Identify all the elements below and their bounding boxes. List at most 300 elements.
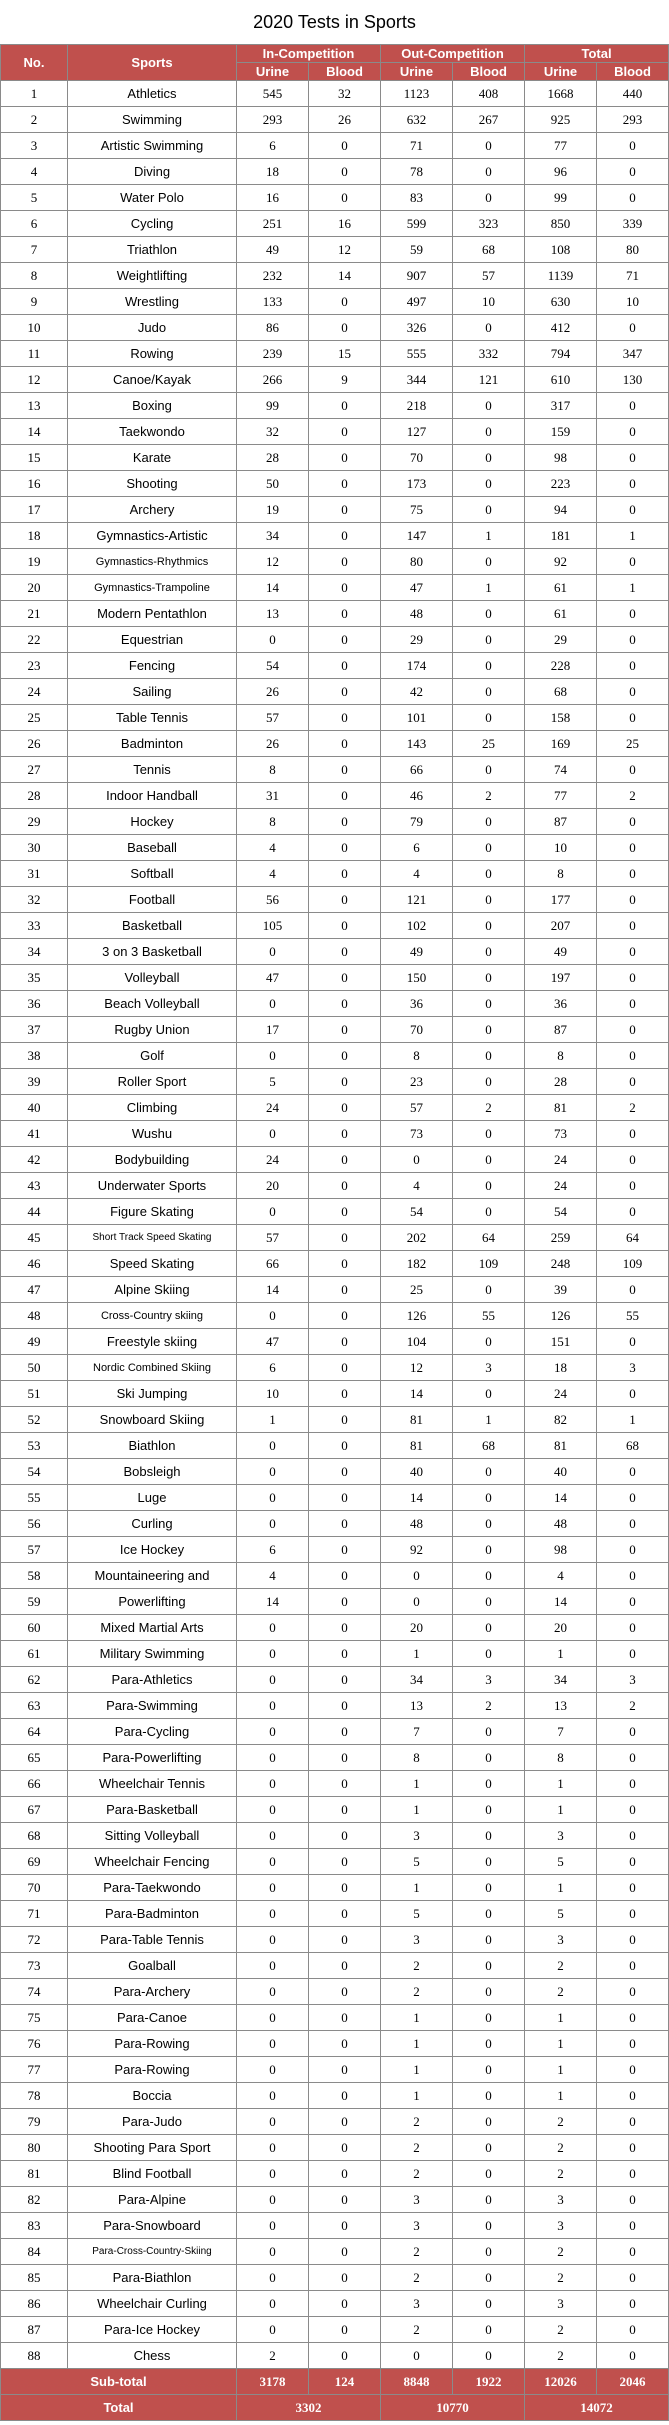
cell-sport: Para-Taekwondo [68,1875,237,1901]
cell-total-blood: 10 [597,289,669,315]
cell-in-blood: 0 [309,601,381,627]
cell-in-blood: 0 [309,1277,381,1303]
cell-in-blood: 0 [309,2265,381,2291]
cell-in-blood: 26 [309,107,381,133]
cell-out-urine: 3 [381,2213,453,2239]
cell-in-blood: 12 [309,237,381,263]
cell-in-urine: 57 [237,705,309,731]
cell-in-urine: 0 [237,939,309,965]
cell-out-urine: 2 [381,2109,453,2135]
table-row [1,731,669,757]
cell-total-blood: 0 [597,1043,669,1069]
table-row [1,1901,669,1927]
cell-in-blood: 0 [309,1823,381,1849]
cell-total-urine: 54 [525,1199,597,1225]
cell-total-blood: 0 [597,2161,669,2187]
cell-sport: Para-Rowing [68,2031,237,2057]
cell-in-urine: 0 [237,2109,309,2135]
table-row [1,965,669,991]
cell-sport: Taekwondo [68,419,237,445]
cell-out-urine: 0 [381,1147,453,1173]
cell-out-blood: 0 [453,653,525,679]
cell-total-blood: 68 [597,1433,669,1459]
table-row [1,1459,669,1485]
table-row [1,1121,669,1147]
cell-total-urine: 24 [525,1147,597,1173]
cell-total-urine: 8 [525,861,597,887]
cell-out-urine: 80 [381,549,453,575]
cell-in-blood: 0 [309,2031,381,2057]
table-row [1,1485,669,1511]
cell-in-urine: 17 [237,1017,309,1043]
cell-total-urine: 126 [525,1303,597,1329]
cell-out-urine: 4 [381,1173,453,1199]
cell-out-blood: 0 [453,1485,525,1511]
cell-out-urine: 2 [381,2265,453,2291]
cell-in-urine: 0 [237,2187,309,2213]
table-row [1,1069,669,1095]
cell-total-blood: 0 [597,1511,669,1537]
cell-out-blood: 109 [453,1251,525,1277]
table-row [1,263,669,289]
table-row [1,653,669,679]
cell-total-urine: 108 [525,237,597,263]
cell-total-urine: 228 [525,653,597,679]
cell-out-blood: 0 [453,861,525,887]
cell-total-urine: 2 [525,2109,597,2135]
table-row [1,237,669,263]
header-in-urine: Urine [237,63,309,81]
cell-in-blood: 0 [309,1641,381,1667]
cell-no: 61 [1,1641,68,1667]
cell-out-urine: 12 [381,1355,453,1381]
total-overall: 14072 [525,2395,669,2421]
cell-total-urine: 10 [525,835,597,861]
table-row [1,315,669,341]
cell-sport: Para-Snowboard [68,2213,237,2239]
cell-out-blood: 0 [453,2135,525,2161]
cell-in-urine: 24 [237,1147,309,1173]
cell-out-urine: 48 [381,601,453,627]
cell-out-urine: 1 [381,2057,453,2083]
cell-no: 60 [1,1615,68,1641]
cell-in-urine: 133 [237,289,309,315]
cell-in-blood: 0 [309,2057,381,2083]
cell-in-blood: 0 [309,1719,381,1745]
cell-no: 22 [1,627,68,653]
cell-sport: Para-Table Tennis [68,1927,237,1953]
cell-no: 19 [1,549,68,575]
cell-out-urine: 3 [381,1927,453,1953]
cell-total-blood: 0 [597,2239,669,2265]
cell-out-blood: 0 [453,1927,525,1953]
table-row [1,1433,669,1459]
cell-in-urine: 56 [237,887,309,913]
table-row [1,1771,669,1797]
cell-total-urine: 259 [525,1225,597,1251]
cell-in-urine: 0 [237,1797,309,1823]
cell-sport: Military Swimming [68,1641,237,1667]
cell-sport: Freestyle skiing [68,1329,237,1355]
cell-total-blood: 0 [597,471,669,497]
cell-in-blood: 0 [309,2187,381,2213]
cell-sport: Sitting Volleyball [68,1823,237,1849]
cell-in-urine: 31 [237,783,309,809]
cell-total-blood: 0 [597,1563,669,1589]
cell-out-urine: 143 [381,731,453,757]
cell-total-urine: 1 [525,2031,597,2057]
cell-out-urine: 102 [381,913,453,939]
cell-total-urine: 61 [525,575,597,601]
table-row [1,1355,669,1381]
total-in-competition: 3302 [237,2395,381,2421]
total-row [1,2395,669,2421]
cell-sport: Karate [68,445,237,471]
cell-out-blood: 0 [453,2343,525,2369]
cell-no: 59 [1,1589,68,1615]
cell-total-urine: 181 [525,523,597,549]
cell-in-urine: 28 [237,445,309,471]
cell-no: 74 [1,1979,68,2005]
cell-out-urine: 42 [381,679,453,705]
cell-total-blood: 0 [597,419,669,445]
cell-in-urine: 32 [237,419,309,445]
table-row [1,809,669,835]
cell-no: 54 [1,1459,68,1485]
subtotal-label: Sub-total [1,2369,237,2395]
table-row [1,627,669,653]
cell-out-blood: 0 [453,887,525,913]
cell-out-blood: 1 [453,1407,525,1433]
cell-total-urine: 2 [525,2239,597,2265]
cell-in-urine: 105 [237,913,309,939]
cell-no: 17 [1,497,68,523]
cell-out-urine: 78 [381,159,453,185]
cell-total-urine: 3 [525,2213,597,2239]
cell-in-urine: 266 [237,367,309,393]
header-out-competition: Out-Competition [381,45,525,63]
cell-sport: Weightlifting [68,263,237,289]
cell-in-urine: 14 [237,1277,309,1303]
cell-total-blood: 80 [597,237,669,263]
cell-in-urine: 13 [237,601,309,627]
table-row [1,2213,669,2239]
cell-sport: Climbing [68,1095,237,1121]
cell-total-blood: 0 [597,1277,669,1303]
cell-out-urine: 54 [381,1199,453,1225]
cell-in-urine: 0 [237,1875,309,1901]
cell-in-urine: 0 [237,2213,309,2239]
cell-out-blood: 332 [453,341,525,367]
table-row [1,81,669,107]
cell-sport: Gymnastics-Artistic [68,523,237,549]
cell-in-urine: 0 [237,2317,309,2343]
cell-in-blood: 0 [309,523,381,549]
cell-in-blood: 0 [309,1875,381,1901]
table-row [1,1303,669,1329]
cell-out-urine: 1 [381,1771,453,1797]
cell-out-blood: 1 [453,575,525,601]
cell-out-urine: 46 [381,783,453,809]
cell-out-urine: 59 [381,237,453,263]
cell-total-blood: 0 [597,549,669,575]
cell-no: 23 [1,653,68,679]
cell-total-urine: 1139 [525,263,597,289]
cell-out-blood: 0 [453,2239,525,2265]
cell-out-blood: 0 [453,1043,525,1069]
cell-in-urine: 545 [237,81,309,107]
cell-in-urine: 6 [237,133,309,159]
cell-total-blood: 0 [597,835,669,861]
cell-sport: Artistic Swimming [68,133,237,159]
table-row [1,2187,669,2213]
cell-in-blood: 0 [309,133,381,159]
cell-no: 47 [1,1277,68,1303]
cell-total-urine: 8 [525,1043,597,1069]
cell-out-blood: 3 [453,1355,525,1381]
cell-out-urine: 79 [381,809,453,835]
cell-no: 49 [1,1329,68,1355]
cell-total-blood: 0 [597,861,669,887]
cell-total-urine: 73 [525,1121,597,1147]
cell-out-urine: 14 [381,1381,453,1407]
cell-sport: Equestrian [68,627,237,653]
cell-in-urine: 0 [237,1485,309,1511]
cell-total-blood: 0 [597,1459,669,1485]
cell-out-blood: 0 [453,835,525,861]
cell-sport: Short Track Speed Skating [68,1225,237,1251]
cell-in-blood: 0 [309,1745,381,1771]
cell-out-urine: 1 [381,2083,453,2109]
cell-in-blood: 0 [309,1849,381,1875]
cell-total-urine: 3 [525,2187,597,2213]
cell-in-blood: 0 [309,289,381,315]
table-row [1,1823,669,1849]
cell-in-blood: 0 [309,1017,381,1043]
cell-total-blood: 0 [597,965,669,991]
cell-sport: Football [68,887,237,913]
cell-out-urine: 13 [381,1693,453,1719]
cell-in-blood: 0 [309,1953,381,1979]
cell-out-blood: 0 [453,1823,525,1849]
cell-total-urine: 158 [525,705,597,731]
cell-no: 4 [1,159,68,185]
cell-in-urine: 0 [237,2057,309,2083]
cell-sport: Biathlon [68,1433,237,1459]
cell-out-urine: 57 [381,1095,453,1121]
cell-no: 16 [1,471,68,497]
cell-out-blood: 0 [453,627,525,653]
cell-total-blood: 0 [597,393,669,419]
cell-no: 34 [1,939,68,965]
cell-total-blood: 0 [597,1589,669,1615]
cell-out-urine: 344 [381,367,453,393]
cell-out-blood: 121 [453,367,525,393]
cell-out-blood: 0 [453,315,525,341]
cell-sport: Powerlifting [68,1589,237,1615]
cell-in-urine: 0 [237,1771,309,1797]
cell-no: 1 [1,81,68,107]
cell-in-blood: 0 [309,1251,381,1277]
cell-in-urine: 8 [237,809,309,835]
cell-total-blood: 0 [597,133,669,159]
cell-out-blood: 2 [453,1095,525,1121]
cell-total-urine: 223 [525,471,597,497]
cell-out-urine: 1 [381,1797,453,1823]
cell-in-blood: 0 [309,809,381,835]
cell-total-blood: 0 [597,1797,669,1823]
cell-no: 9 [1,289,68,315]
cell-no: 82 [1,2187,68,2213]
cell-total-urine: 5 [525,1849,597,1875]
cell-out-blood: 0 [453,2031,525,2057]
cell-total-blood: 0 [597,2343,669,2369]
cell-total-urine: 177 [525,887,597,913]
cell-in-urine: 20 [237,1173,309,1199]
cell-total-urine: 82 [525,1407,597,1433]
cell-in-urine: 0 [237,1693,309,1719]
table-row [1,497,669,523]
cell-no: 78 [1,2083,68,2109]
cell-in-urine: 19 [237,497,309,523]
cell-out-blood: 0 [453,2083,525,2109]
cell-in-blood: 0 [309,705,381,731]
cell-total-urine: 630 [525,289,597,315]
cell-total-urine: 1 [525,1875,597,1901]
cell-no: 51 [1,1381,68,1407]
cell-out-urine: 25 [381,1277,453,1303]
cell-total-blood: 0 [597,601,669,627]
cell-in-urine: 0 [237,2005,309,2031]
cell-total-urine: 49 [525,939,597,965]
cell-in-blood: 16 [309,211,381,237]
cell-out-blood: 0 [453,965,525,991]
cell-out-urine: 36 [381,991,453,1017]
cell-no: 68 [1,1823,68,1849]
cell-out-urine: 2 [381,2161,453,2187]
cell-total-blood: 2 [597,1693,669,1719]
cell-in-blood: 0 [309,2109,381,2135]
cell-in-blood: 0 [309,549,381,575]
cell-out-urine: 907 [381,263,453,289]
cell-no: 29 [1,809,68,835]
cell-sport: Mixed Martial Arts [68,1615,237,1641]
cell-total-blood: 130 [597,367,669,393]
cell-in-urine: 0 [237,1043,309,1069]
cell-out-blood: 0 [453,393,525,419]
cell-out-urine: 1 [381,1641,453,1667]
cell-no: 48 [1,1303,68,1329]
cell-sport: Nordic Combined Skiing [68,1355,237,1381]
cell-out-urine: 6 [381,835,453,861]
cell-total-urine: 34 [525,1667,597,1693]
cell-no: 87 [1,2317,68,2343]
cell-sport: Bodybuilding [68,1147,237,1173]
cell-out-urine: 71 [381,133,453,159]
cell-total-blood: 0 [597,185,669,211]
cell-total-blood: 64 [597,1225,669,1251]
cell-total-urine: 2 [525,2343,597,2369]
table-row [1,133,669,159]
cell-no: 69 [1,1849,68,1875]
cell-out-urine: 34 [381,1667,453,1693]
cell-in-blood: 0 [309,2291,381,2317]
cell-in-urine: 14 [237,575,309,601]
cell-out-blood: 0 [453,1797,525,1823]
cell-in-urine: 0 [237,1719,309,1745]
cell-in-blood: 0 [309,1381,381,1407]
cell-total-blood: 0 [597,2031,669,2057]
cell-in-urine: 251 [237,211,309,237]
cell-no: 65 [1,1745,68,1771]
cell-total-blood: 440 [597,81,669,107]
cell-in-blood: 0 [309,783,381,809]
cell-in-urine: 0 [237,1615,309,1641]
cell-in-blood: 0 [309,627,381,653]
cell-in-blood: 0 [309,1173,381,1199]
table-row [1,1381,669,1407]
cell-total-urine: 1 [525,2005,597,2031]
cell-total-urine: 20 [525,1615,597,1641]
table-row [1,549,669,575]
cell-total-urine: 29 [525,627,597,653]
cell-sport: Boccia [68,2083,237,2109]
cell-out-urine: 0 [381,2343,453,2369]
table-row [1,2057,669,2083]
tests-table [0,44,669,2421]
cell-in-blood: 0 [309,887,381,913]
cell-in-blood: 0 [309,1433,381,1459]
cell-out-urine: 0 [381,1589,453,1615]
cell-total-blood: 0 [597,1199,669,1225]
cell-total-urine: 2 [525,2265,597,2291]
cell-total-blood: 55 [597,1303,669,1329]
cell-sport: Para-Archery [68,1979,237,2005]
table-row [1,2239,669,2265]
cell-no: 50 [1,1355,68,1381]
cell-out-blood: 0 [453,549,525,575]
cell-out-urine: 121 [381,887,453,913]
cell-in-blood: 32 [309,81,381,107]
cell-out-urine: 3 [381,1823,453,1849]
cell-out-urine: 3 [381,2187,453,2213]
cell-no: 14 [1,419,68,445]
cell-total-blood: 0 [597,2005,669,2031]
table-row [1,341,669,367]
cell-total-urine: 98 [525,1537,597,1563]
cell-in-blood: 0 [309,1329,381,1355]
cell-sport: Underwater Sports [68,1173,237,1199]
table-row [1,2343,669,2369]
cell-total-blood: 0 [597,2187,669,2213]
table-row [1,2005,669,2031]
cell-total-urine: 7 [525,1719,597,1745]
cell-in-blood: 0 [309,2317,381,2343]
cell-no: 11 [1,341,68,367]
cell-in-urine: 8 [237,757,309,783]
table-row [1,861,669,887]
cell-no: 52 [1,1407,68,1433]
cell-in-blood: 0 [309,1927,381,1953]
table-row [1,1563,669,1589]
cell-out-blood: 0 [453,757,525,783]
cell-in-blood: 0 [309,2239,381,2265]
cell-out-blood: 408 [453,81,525,107]
cell-sport: Tennis [68,757,237,783]
cell-total-urine: 207 [525,913,597,939]
cell-total-urine: 2 [525,2161,597,2187]
cell-no: 13 [1,393,68,419]
